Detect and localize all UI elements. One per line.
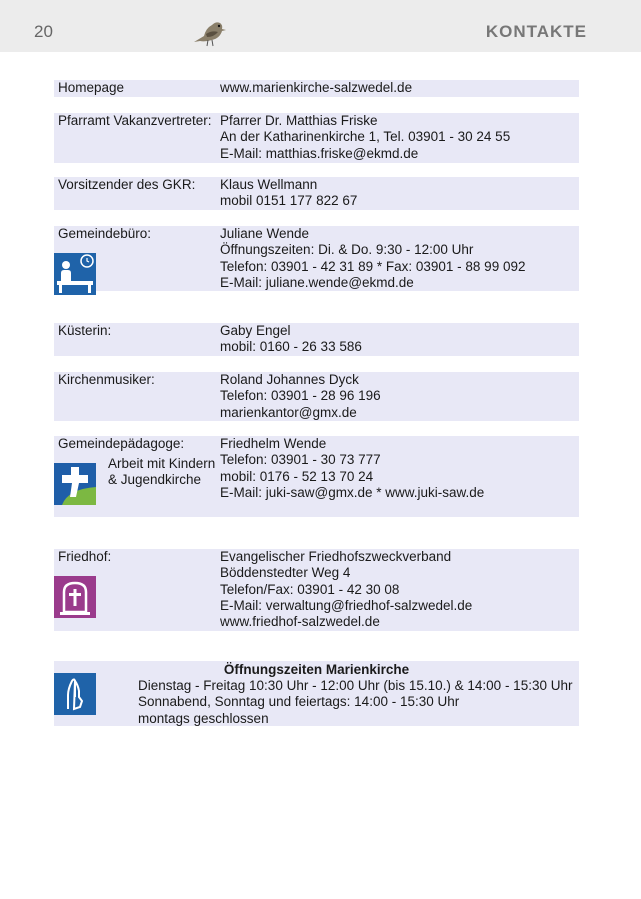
opening-hours-lines <box>138 678 572 727</box>
website-link[interactable]: www.friedhof-salzwedel.de <box>220 614 380 630</box>
contact-row-gemeindepaedagoge <box>54 436 579 517</box>
contact-row-kuesterin <box>54 323 579 356</box>
sublabel-line: Arbeit mit Kindern <box>108 456 216 471</box>
detail-line: Evangelischer Friedhofszweckverband <box>220 549 452 564</box>
opening-hours-line: Dienstag - Freitag 10:30 Uhr - 12:00 Uhr (bis 15.10.) & 14:00 - 15:30 Uhr <box>138 678 573 693</box>
contact-details <box>220 323 362 356</box>
page-header <box>0 0 641 52</box>
youth-church-cross-icon <box>54 463 96 505</box>
contact-label: Gemeindebüro: <box>58 226 152 241</box>
detail-line: Öffnungszeiten: Di. & Do. 9:30 - 12:00 Uhr <box>220 242 474 258</box>
email-link[interactable]: marienkantor@gmx.de <box>220 404 357 420</box>
sparrow-icon <box>190 16 228 48</box>
contact-label: Vorsitzender des GKR: <box>58 177 196 192</box>
contact-details <box>220 113 510 162</box>
sublabel-line: & Jugendkirche <box>108 472 202 488</box>
contact-row-gkr <box>54 177 579 210</box>
email-link[interactable]: E-Mail: juki-saw@gmx.de * www.juki-saw.de <box>220 484 485 500</box>
detail-line: Gaby Engel <box>220 323 291 338</box>
contact-row-gemeindebuero <box>54 226 579 291</box>
contact-row-homepage <box>54 80 579 97</box>
section-title: KONTAKTE <box>485 22 587 41</box>
detail-line: Friedhelm Wende <box>220 436 327 451</box>
contact-row-kirchenmusiker <box>54 372 579 421</box>
detail-line: Böddenstedter Weg 4 <box>220 565 351 581</box>
detail-line: mobil 0151 177 822 67 <box>220 193 358 209</box>
contact-details <box>220 177 357 210</box>
contact-details <box>220 226 525 291</box>
detail-line: mobil: 0160 - 26 33 586 <box>220 339 362 355</box>
contact-label: Friedhof: <box>58 549 112 564</box>
homepage-link[interactable]: www.marienkirche-salzwedel.de <box>220 80 413 95</box>
contact-label: Pfarramt Vakanzvertreter: <box>58 113 212 128</box>
detail-line: Klaus Wellmann <box>220 177 318 192</box>
detail-line: Telefon/Fax: 03901 - 42 30 08 <box>220 581 400 597</box>
detail-line: Pfarrer Dr. Matthias Friske <box>220 113 378 128</box>
detail-line: An der Katharinenkirche 1, Tel. 03901 - 30 24 55 <box>220 129 511 145</box>
praying-hands-icon <box>54 673 96 715</box>
contact-row-friedhof <box>54 549 579 631</box>
opening-hours-title: Öffnungszeiten Marienkirche <box>223 662 410 677</box>
detail-line: Telefon: 03901 - 42 31 89 * Fax: 03901 - 88 99 092 <box>220 258 526 274</box>
cemetery-cross-icon <box>54 576 96 618</box>
contact-label: Gemeindepädagoge: <box>58 436 185 451</box>
contact-sublabel <box>108 456 215 489</box>
contact-row-pfarramt <box>54 113 579 163</box>
contact-details <box>220 436 484 501</box>
contact-details <box>220 80 412 96</box>
opening-hours-line: montags geschlossen <box>138 710 269 726</box>
contact-details <box>220 549 472 630</box>
contact-label: Küsterin: <box>58 323 112 338</box>
opening-hours-box <box>54 661 579 726</box>
contact-label: Kirchenmusiker: <box>58 372 155 387</box>
email-link[interactable]: E-Mail: juliane.wende@ekmd.de <box>220 274 414 290</box>
detail-line: Telefon: 03901 - 30 73 777 <box>220 452 381 468</box>
contact-label: Homepage <box>58 80 125 95</box>
detail-line: Telefon: 03901 - 28 96 196 <box>220 388 381 404</box>
detail-line: Juliane Wende <box>220 226 310 241</box>
page-number: 20 <box>34 22 53 41</box>
email-link[interactable]: E-Mail: verwaltung@friedhof-salzwedel.de <box>220 597 473 613</box>
detail-line: mobil: 0176 - 52 13 70 24 <box>220 468 374 484</box>
office-clerk-icon <box>54 253 96 295</box>
opening-hours-line: Sonnabend, Sonntag und feiertags: 14:00 - 15:30 Uhr <box>138 694 460 710</box>
contact-details <box>220 372 381 421</box>
email-link[interactable]: E-Mail: matthias.friske@ekmd.de <box>220 145 419 161</box>
detail-line: Roland Johannes Dyck <box>220 372 359 387</box>
